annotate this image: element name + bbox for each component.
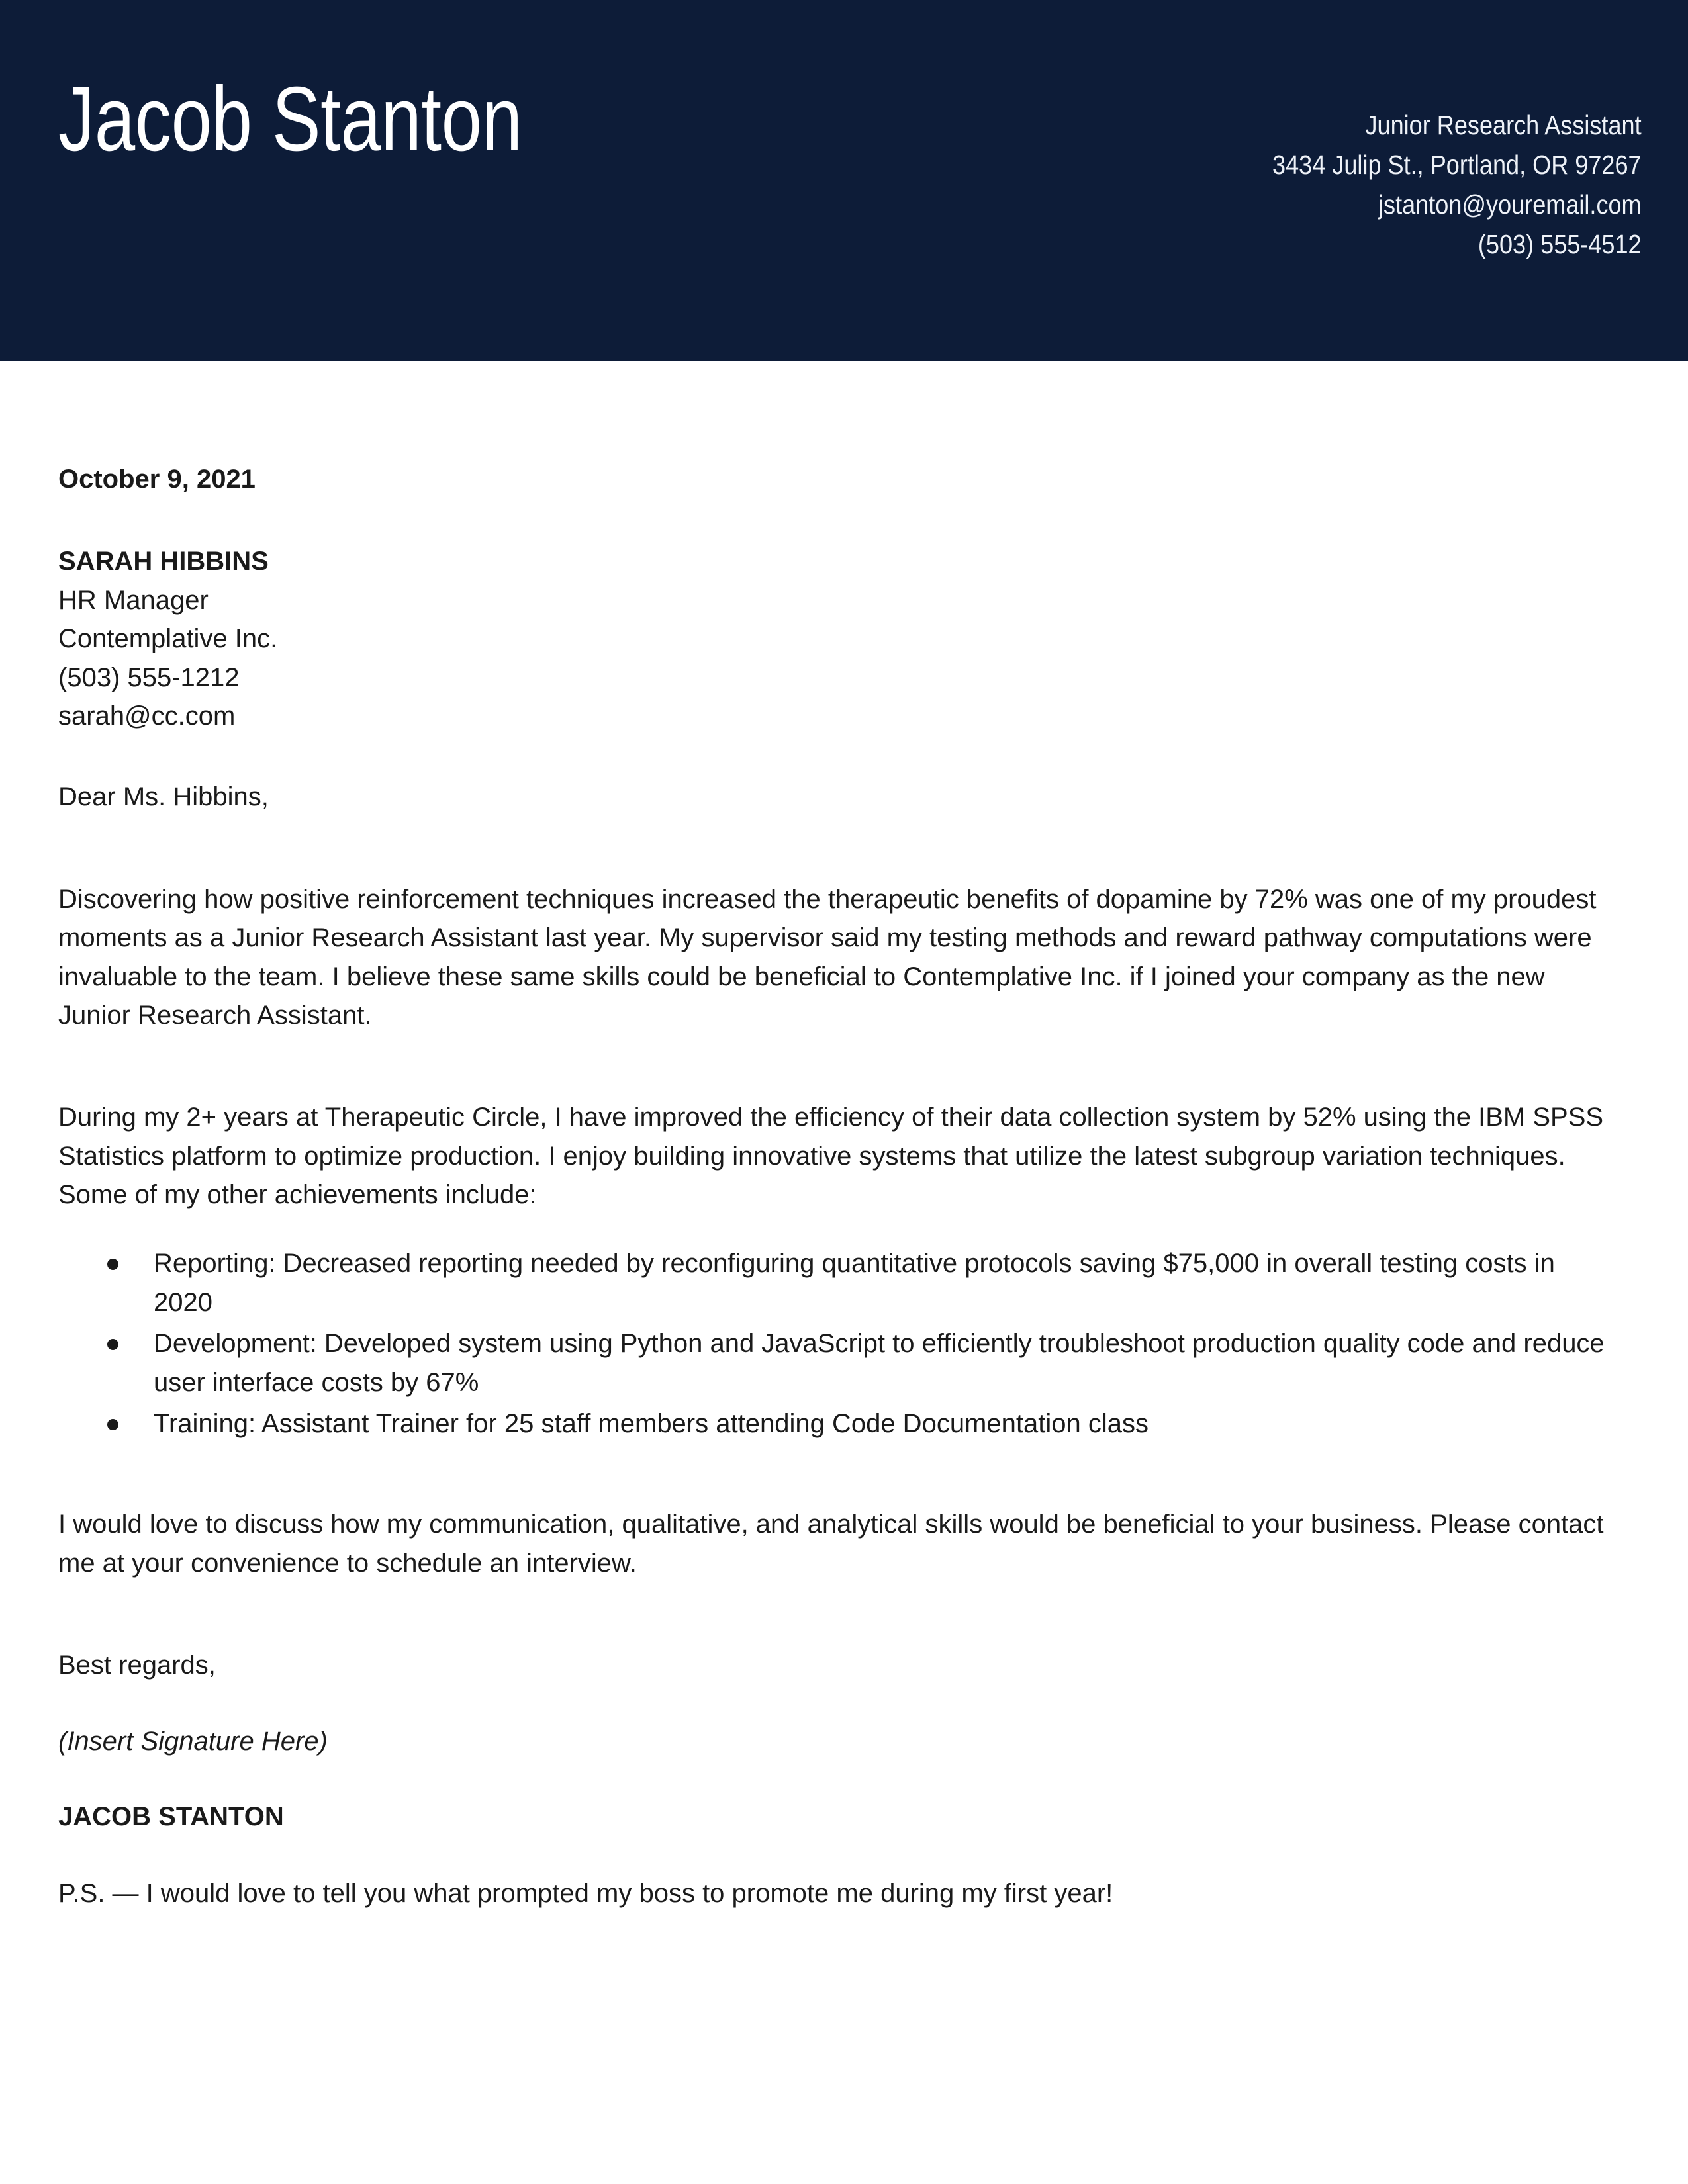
- recipient-name: SARAH HIBBINS: [58, 547, 269, 576]
- signoff: Best regards,: [58, 1651, 216, 1680]
- achievement-text: Training: Assistant Trainer for 25 staff members attending Code Documentation class: [154, 1409, 1149, 1439]
- list-item: [107, 1324, 1620, 1402]
- body-paragraph-2: During my 2+ years at Therapeutic Circle, I have improved the efficiency of their data collection system by 52% using the IBM SPSS Statistics platform to optimize production. I enjoy building innovative systems that utilize the latest subgroup variation techniques. Some of my other achievements include:: [58, 1103, 1604, 1210]
- recipient-block: [58, 498, 1620, 735]
- salutation: Dear Ms. Hibbins,: [58, 782, 269, 812]
- contact-address: 3434 Julip St., Portland, OR 97267: [1272, 149, 1642, 180]
- achievement-text: Reporting: Decreased reporting needed by reconfiguring quantitative protocols saving $75,000 in overall testing costs in 2020: [154, 1249, 1555, 1317]
- letter-body: [0, 361, 1688, 1913]
- contact-phone[interactable]: (503) 555-4512: [1478, 228, 1642, 259]
- contact-job-title: Junior Research Assistant: [1365, 110, 1642, 140]
- bullet-point-icon: [107, 1339, 118, 1350]
- applicant-name-block: [58, 0, 638, 232]
- achievement-text: Development: Developed system using Python and JavaScript to efficiently troubleshoot production quality code and reduce user interface costs by 67%: [154, 1329, 1605, 1397]
- signer-name: JACOB STANTON: [58, 1801, 284, 1831]
- letterhead-banner: [0, 0, 1688, 361]
- list-item: [107, 1244, 1620, 1322]
- recipient-email: sarah@cc.com: [58, 701, 236, 731]
- list-item: [107, 1404, 1620, 1443]
- letter-content: [58, 361, 1620, 1913]
- signature-placeholder: (Insert Signature Here): [58, 1726, 328, 1756]
- applicant-name: Jacob Stanton: [58, 68, 522, 170]
- letter-date: October 9, 2021: [58, 465, 256, 494]
- postscript: P.S. — I would love to tell you what prompted my boss to promote me during my first year!: [58, 1879, 1113, 1909]
- recipient-phone: (503) 555-1212: [58, 662, 240, 692]
- contact-info-block: [1222, 0, 1642, 264]
- contact-email[interactable]: jstanton@youremail.com: [1378, 189, 1642, 220]
- closing-paragraph: I would love to discuss how my communication, qualitative, and analytical skills would be beneficial to your business. Please contact me at your convenience to schedule an interview.: [58, 1510, 1604, 1578]
- bullet-point-icon: [107, 1259, 118, 1270]
- achievements-list: [58, 1244, 1620, 1443]
- recipient-company: Contemplative Inc.: [58, 624, 278, 654]
- body-paragraph-1: Discovering how positive reinforcement techniques increased the therapeutic benefits of dopamine by 72% was one of my proudest moments as a Junior Research Assistant last year. My supervisor said my testing methods and reward pathway computations were invaluable to the team. I believe these same skills could be beneficial to Contemplative Inc. if I joined your company as the new Junior Research Assistant.: [58, 884, 1597, 1030]
- recipient-title: HR Manager: [58, 585, 209, 615]
- bullet-point-icon: [107, 1419, 118, 1430]
